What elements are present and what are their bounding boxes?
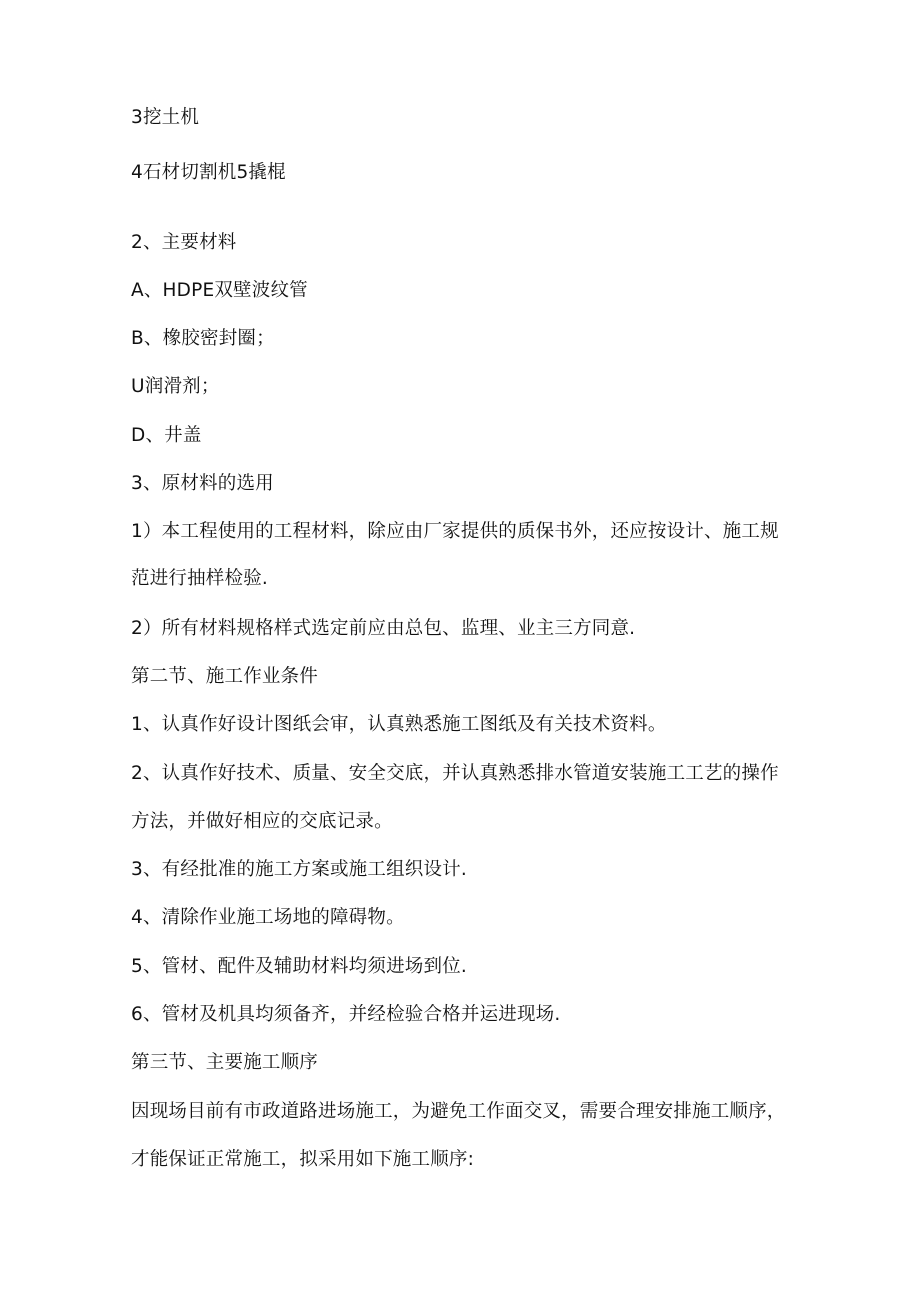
text-line: 1、认真作好设计图纸会审，认真熟悉施工图纸及有关技术资料。 (131, 714, 667, 735)
text-line: 范进行抽样检验. (131, 568, 268, 589)
text-line: 才能保证正常施工，拟采用如下施工顺序: (131, 1149, 475, 1170)
text-line: D、井盖 (131, 425, 202, 446)
text-line: 4、清除作业施工场地的障碍物。 (131, 907, 405, 928)
text-line: 3、有经批准的施工方案或施工组织设计. (131, 859, 467, 880)
text-line: A、HDPE双壁波纹管 (131, 280, 308, 301)
text-line: U润滑剂； (131, 376, 220, 397)
text-line: 6、管材及机具均须备齐，并经检验合格并运进现场. (131, 1004, 561, 1025)
text-line: 1）本工程使用的工程材料，除应由厂家提供的质保书外，还应按设计、施工规 (131, 521, 779, 542)
text-line: B、橡胶密封圈； (131, 328, 275, 349)
text-line: 5、管材、配件及辅助材料均须进场到位. (131, 956, 467, 977)
text-line: 2）所有材料规格样式选定前应由总包、监理、业主三方同意. (131, 618, 636, 639)
section-heading: 2、主要材料 (131, 232, 237, 253)
text-line: 因现场目前有市政道路进场施工，为避免工作面交叉，需要合理安排施工顺序， (131, 1101, 786, 1122)
text-line: 方法，并做好相应的交底记录。 (131, 811, 393, 832)
section-heading: 3、原材料的选用 (131, 473, 274, 494)
text-line: 3挖土机 (131, 107, 200, 128)
text-line: 4石材切割机5撬棍 (131, 162, 286, 183)
text-line: 2、认真作好技术、质量、安全交底，并认真熟悉排水管道安装施工工艺的操作 (131, 763, 779, 784)
section-heading: 第二节、施工作业条件 (131, 666, 319, 687)
section-heading: 第三节、主要施工顺序 (131, 1052, 319, 1073)
